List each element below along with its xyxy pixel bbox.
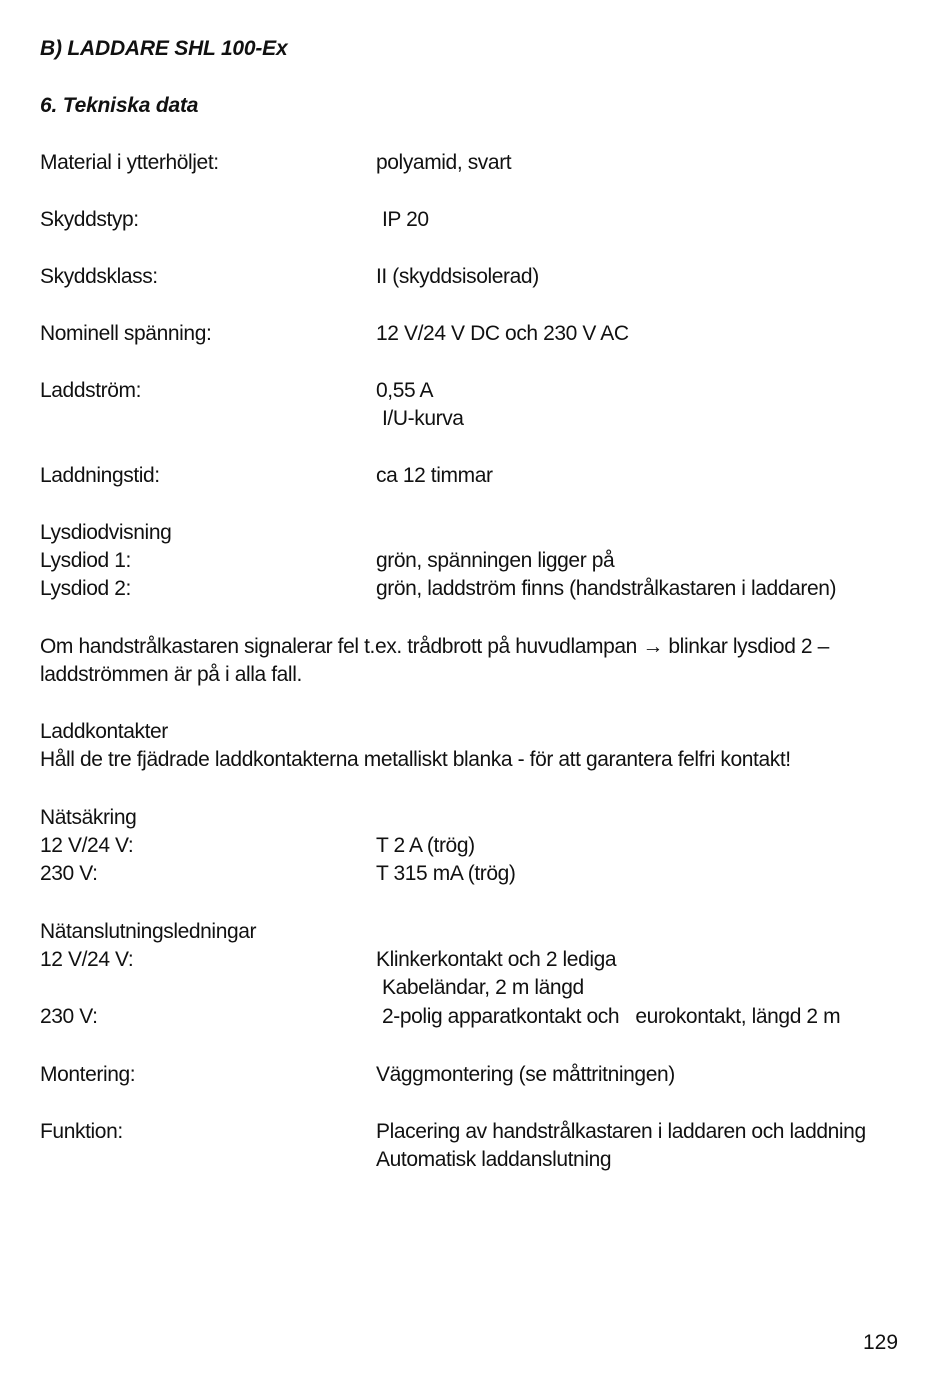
natsakring-row-1-value: T 2 A (trög) (376, 834, 475, 857)
natanslutning-row-1-value: Klinkerkontakt och 2 lediga (376, 948, 617, 971)
spec-value-skyddstyp: IP 20 (382, 208, 429, 231)
lysdiod-2-label: Lysdiod 2: (40, 577, 131, 600)
lysdiod-2-value: grön, laddström finns (handstrålkastaren i laddaren) (376, 577, 837, 600)
lysdiod-1-label: Lysdiod 1: (40, 549, 131, 572)
spec-label-material: Material i ytterhöljet: (40, 151, 219, 174)
natsakring-row-1-label: 12 V/24 V: (40, 834, 134, 857)
natsakring-row-2-label: 230 V: (40, 862, 98, 885)
spec-label-laddstrom: Laddström: (40, 379, 142, 402)
laddkontakter-heading: Laddkontakter (40, 720, 168, 743)
laddkontakter-text: Håll de tre fjädrade laddkontakterna metalliskt blanka - för att garantera felfri kontakt! (40, 748, 791, 771)
spec-value-material: polyamid, svart (376, 151, 512, 174)
funktion-value: Placering av handstrålkastaren i laddaren och laddning (376, 1120, 866, 1143)
spec-value-skyddsklass: II (skyddsisolerad) (376, 265, 539, 288)
spec-value-spanning: 12 V/24 V DC och 230 V AC (376, 322, 629, 345)
spec-label-laddningstid: Laddningstid: (40, 464, 160, 487)
montering-label: Montering: (40, 1063, 136, 1086)
natanslutning-heading: Nätanslutningsledningar (40, 920, 257, 943)
lysdiod-1-value: grön, spänningen ligger på (376, 549, 615, 572)
natanslutning-row-1-value-2: Kabeländar, 2 m längd (382, 976, 584, 999)
natsakring-row-2-value: T 315 mA (trög) (376, 862, 516, 885)
funktion-value-2: Automatisk laddanslutning (376, 1148, 612, 1171)
spec-label-spanning: Nominell spänning: (40, 322, 212, 345)
natanslutning-row-1-label: 12 V/24 V: (40, 948, 134, 971)
spec-label-skyddstyp: Skyddstyp: (40, 208, 139, 231)
fault-note-line-2: laddströmmen är på i alla fall. (40, 663, 302, 686)
fault-note-line-1: Om handstrålkastaren signalerar fel t.ex. trådbrott på huvudlampan → blinkar lysdiod 2 – (40, 635, 829, 658)
spec-value-laddstrom: 0,55 A (376, 379, 434, 402)
natsakring-heading: Nätsäkring (40, 806, 137, 829)
natanslutning-row-2-label: 230 V: (40, 1005, 98, 1028)
spec-value-laddstrom-curve: I/U-kurva (382, 407, 464, 430)
lysdiod-heading: Lysdiodvisning (40, 521, 172, 544)
funktion-label: Funktion: (40, 1120, 123, 1143)
section-title: B) LADDARE SHL 100-Ex (40, 37, 288, 60)
subsection-title: 6. Tekniska data (40, 94, 199, 117)
page-number: 129 (863, 1331, 899, 1354)
montering-value: Väggmontering (se måttritningen) (376, 1063, 675, 1086)
natanslutning-row-2-value: 2-polig apparatkontakt och eurokontakt, längd 2 m (382, 1005, 841, 1028)
spec-value-laddningstid: ca 12 timmar (376, 464, 493, 487)
spec-label-skyddsklass: Skyddsklass: (40, 265, 158, 288)
